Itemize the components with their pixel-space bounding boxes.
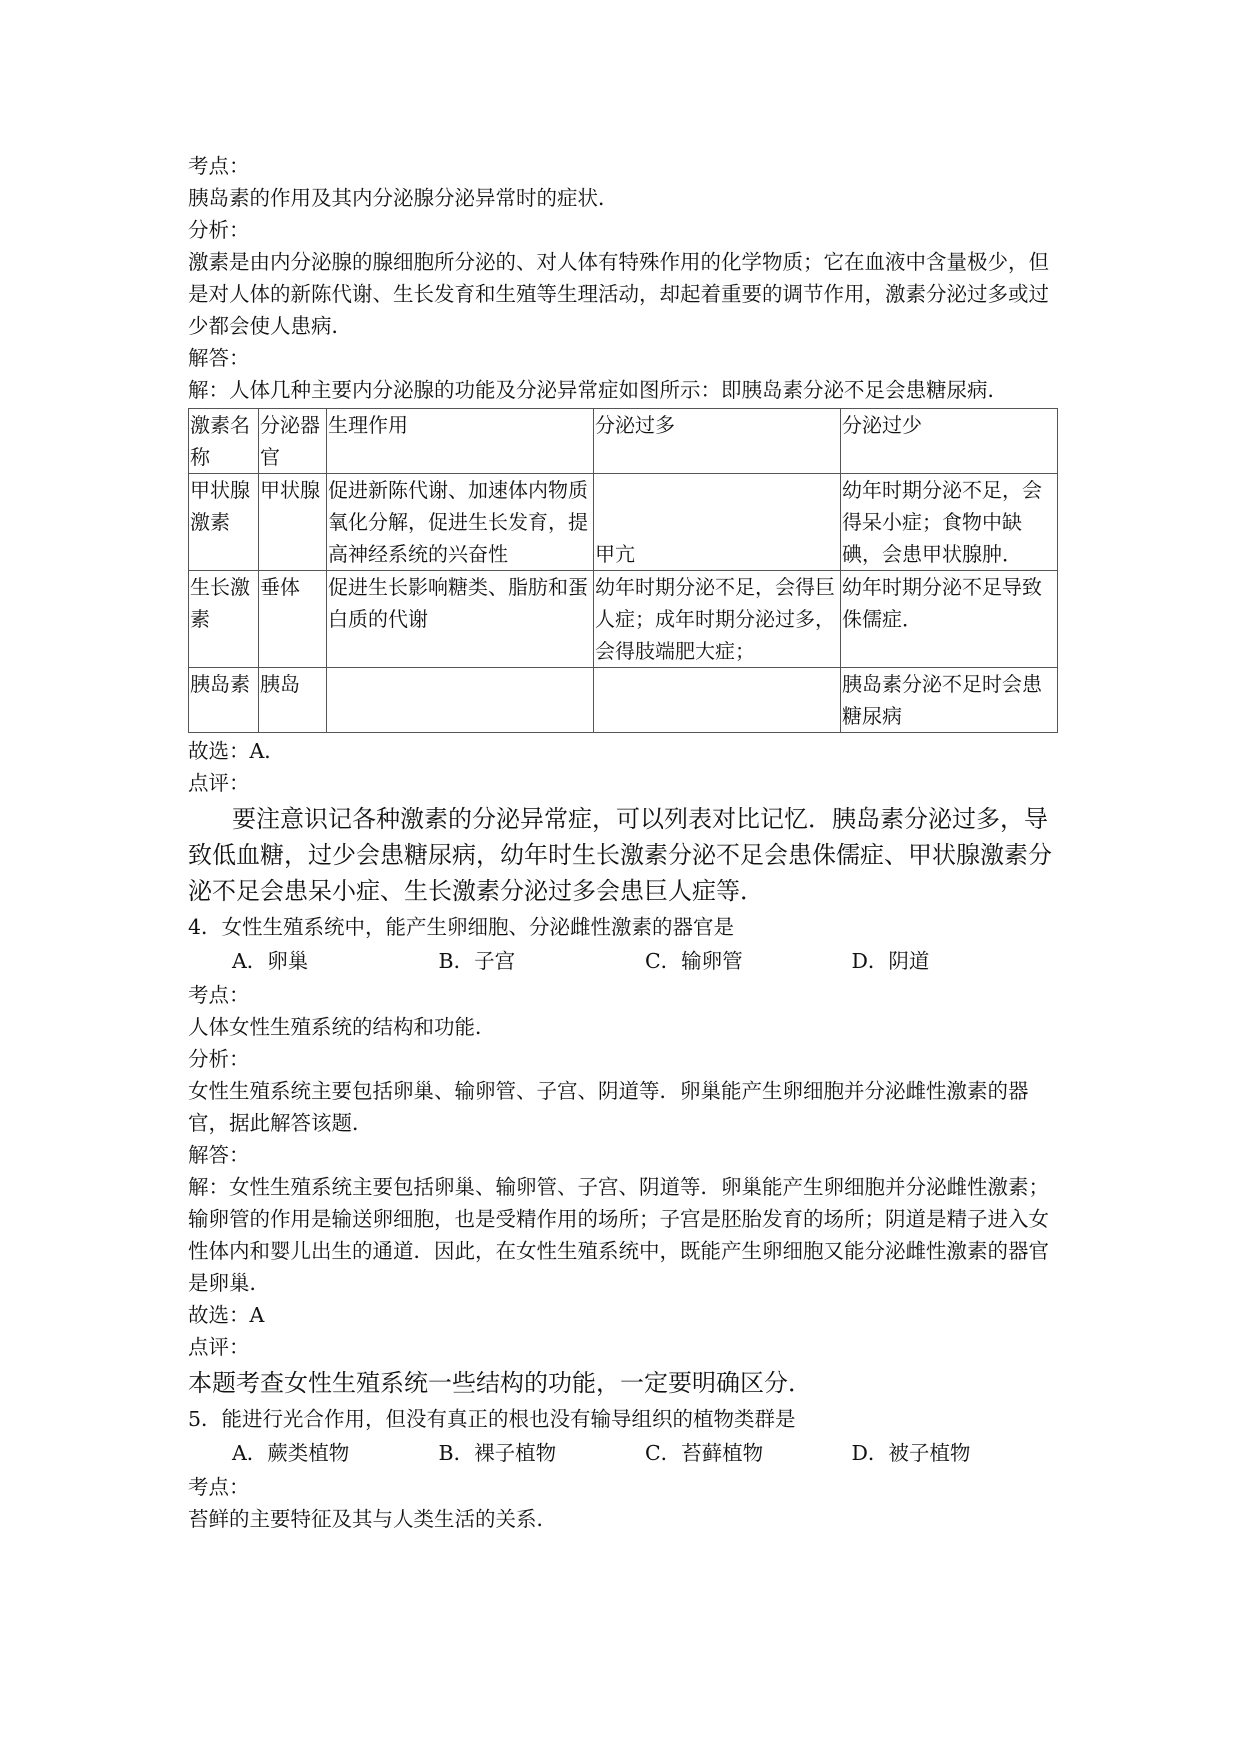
table-cell: 促进生长影响糖类、脂肪和蛋白质的代谢 <box>327 571 594 668</box>
dianping-label: 点评： <box>188 771 250 795</box>
table-cell: 胰岛素 <box>189 668 259 733</box>
question-4-options <box>188 945 1058 977</box>
table-cell: 促进新陈代谢、加速体内物质氧化分解，促进生长发育，提高神经系统的兴奋性 <box>327 474 594 571</box>
table-cell: 胰岛素分泌不足时会患糖尿病 <box>841 668 1058 733</box>
table-header-cell: 分泌过少 <box>841 409 1058 474</box>
table-row <box>189 474 1058 571</box>
table-cell: 幼年时期分泌不足，会得呆小症；食物中缺碘，会患甲状腺肿． <box>841 474 1058 571</box>
table-cell: 甲亢 <box>594 474 841 571</box>
table-cell: 生长激素 <box>189 571 259 668</box>
kaodian-label: 考点： <box>188 1475 250 1499</box>
option-c: C．苔藓植物 <box>645 1441 764 1465</box>
table-cell: 甲状腺激素 <box>189 474 259 571</box>
question-5-options <box>188 1437 1058 1469</box>
table-cell: 甲状腺 <box>259 474 327 571</box>
table-cell: 幼年时期分泌不足，会得巨人症；成年时期分泌过多，会得肢端肥大症； <box>594 571 841 668</box>
kaodian-text: 苔鲜的主要特征及其与人类生活的关系． <box>188 1507 557 1531</box>
fenxi-text: 激素是由内分泌腺的腺细胞所分泌的、对人体有特殊作用的化学物质；它在血液中含量极少，但是对人体的新陈代谢、生长发育和生殖等生理活动，却起着重要的调节作用，激素分泌过多或过少都会使人患病． <box>188 250 1049 338</box>
fenxi-label: 分析： <box>188 218 250 242</box>
jieda-text: 解：人体几种主要内分泌腺的功能及分泌异常症如图所示：即胰岛素分泌不足会患糖尿病． <box>188 378 1008 402</box>
fenxi-label: 分析： <box>188 1047 250 1071</box>
table-row <box>189 668 1058 733</box>
table-row <box>189 571 1058 668</box>
question-5: 5．能进行光合作用，但没有真正的根也没有输导组织的植物类群是 <box>188 1407 796 1431</box>
option-b: B．裸子植物 <box>438 1441 557 1465</box>
fenxi-text: 女性生殖系统主要包括卵巢、输卵管、子宫、阴道等．卵巢能产生卵细胞并分泌雌性激素的器官，据此解答该题． <box>188 1079 1029 1135</box>
kaodian-label: 考点： <box>188 154 250 178</box>
dianping-text: 要注意识记各种激素的分泌异常症，可以列表对比记忆．胰岛素分泌过多，导致低血糖，过少会患糖尿病，幼年时生长激素分泌不足会患侏儒症、甲状腺激素分泌不足会患呆小症、生长激素分泌过多会患巨人症等． <box>188 805 1052 905</box>
dianping-text: 本题考查女性生殖系统一些结构的功能，一定要明确区分． <box>188 1369 812 1397</box>
option-d: D．阴道 <box>851 949 930 973</box>
table-cell: 幼年时期分泌不足导致侏儒症． <box>841 571 1058 668</box>
table-header-cell: 分泌器官 <box>259 409 327 474</box>
jieda-label: 解答： <box>188 1143 250 1167</box>
kaodian-text: 胰岛素的作用及其内分泌腺分泌异常时的症状． <box>188 186 619 210</box>
table-cell: 胰岛 <box>259 668 327 733</box>
table-header-cell: 生理作用 <box>327 409 594 474</box>
option-b: B．子宫 <box>438 949 516 973</box>
guxuan-text: 故选：A <box>188 1303 265 1327</box>
hormone-table <box>188 408 1058 733</box>
jieda-label: 解答： <box>188 346 250 370</box>
table-cell <box>327 668 594 733</box>
jieda-text: 解：女性生殖系统主要包括卵巢、输卵管、子宫、阴道等．卵巢能产生卵细胞并分泌雌性激素；输卵管的作用是输送卵细胞，也是受精作用的场所；子宫是胚胎发育的场所；阴道是精子进入女性体内和婴儿出生的通道．因此，在女性生殖系统中，既能产生卵细胞又能分泌雌性激素的器官是卵巢． <box>188 1175 1049 1295</box>
table-header-cell: 分泌过多 <box>594 409 841 474</box>
table-cell <box>594 668 841 733</box>
option-a: A．蕨类植物 <box>232 1441 350 1465</box>
table-header-cell: 激素名称 <box>189 409 259 474</box>
option-c: C．输卵管 <box>645 949 743 973</box>
option-d: D．被子植物 <box>851 1441 971 1465</box>
table-cell: 垂体 <box>259 571 327 668</box>
question-4: 4．女性生殖系统中，能产生卵细胞、分泌雌性激素的器官是 <box>188 915 735 939</box>
kaodian-label: 考点： <box>188 983 250 1007</box>
table-header-row <box>189 409 1058 474</box>
guxuan-text: 故选：A． <box>188 739 285 763</box>
kaodian-text: 人体女性生殖系统的结构和功能． <box>188 1015 496 1039</box>
document-content <box>188 150 1058 1535</box>
option-a: A．卵巢 <box>232 949 309 973</box>
dianping-label: 点评： <box>188 1335 250 1359</box>
